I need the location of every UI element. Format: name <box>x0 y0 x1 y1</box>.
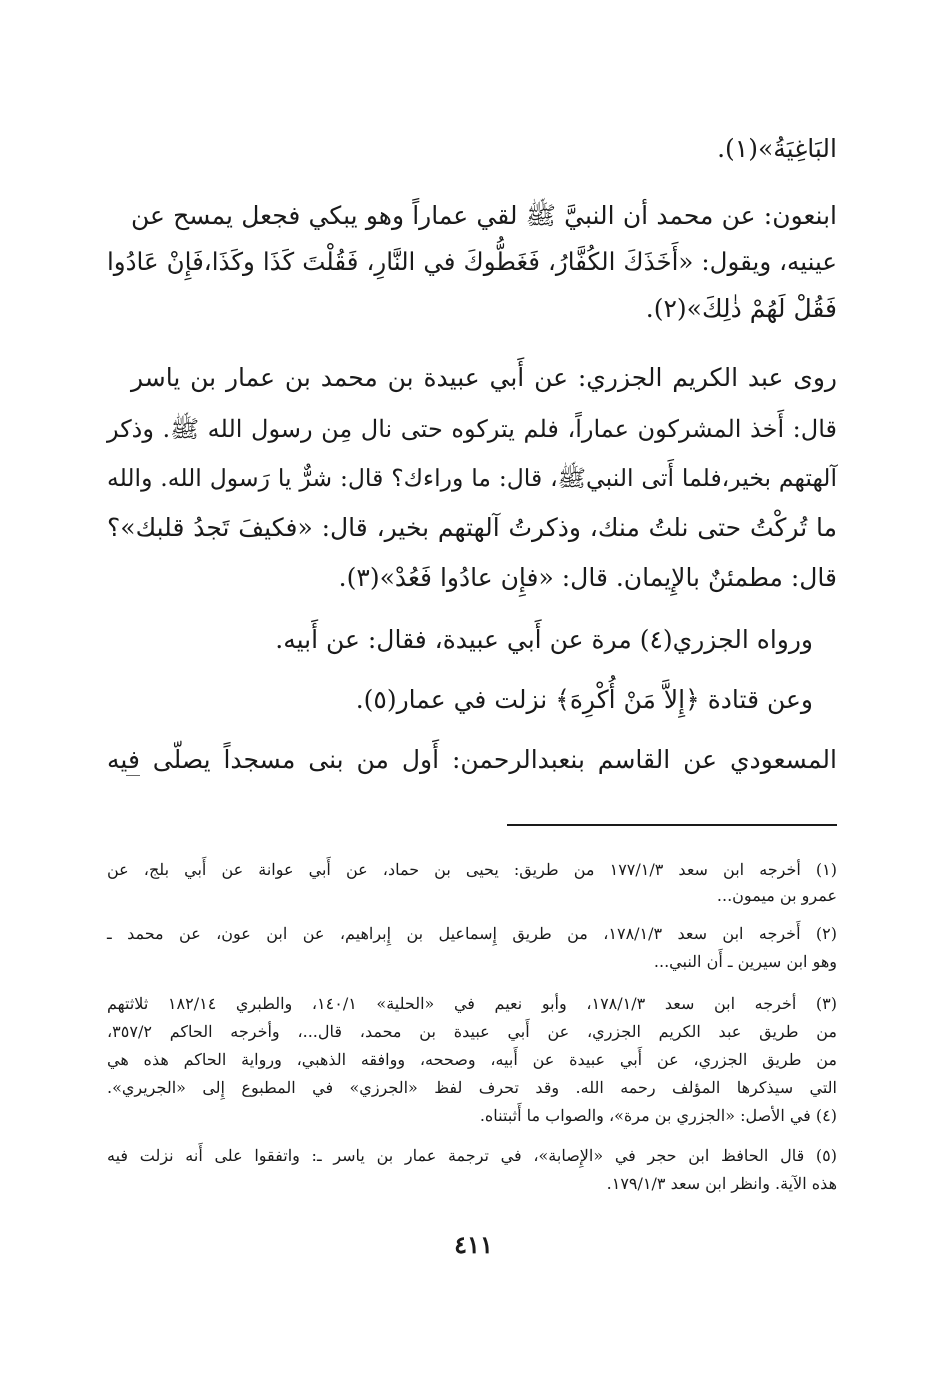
body-line-12: المسعودي عن القاسم بنعبدالرحمن: أَول من بنى مسجداً يصلّى فيه <box>107 745 837 774</box>
body-line-4: فَقُلْ لَهُمْ ذٰلِكَ»(٢). <box>645 294 837 323</box>
body-line-11: وعن قتادة ﴿إِلاَّ مَنْ أُكْرِهَ﴾ نزلت في عمار(٥). <box>355 685 813 714</box>
body-line-5: روى عبد الكريم الجزري: عن أَبي عبيدة بن محمد بن عمار بن ياسر <box>131 363 837 392</box>
footnote-line-11: هذه الآية. وانظر ابن سعد ١٧٩/١/٣. <box>606 1174 837 1193</box>
footnote-line-9: (٤) في الأصل: «الجزري بن مرة»، والصواب ما أَثبتناه. <box>479 1106 837 1125</box>
body-line-2: ابنعون: عن محمد أن النبيَّ ﷺ لقي عماراً وهو يبكي فجعل يمسح عن <box>131 201 837 230</box>
margin-mark <box>126 775 140 776</box>
body-line-1: البَاغِيَةُ»(١). <box>717 134 837 163</box>
footnote-line-2: عمرو بن ميمون... <box>716 886 837 905</box>
footnote-line-1: (١) أخرجه ابن سعد ١٧٧/١/٣ من طريق: يحيى بن حماد، عن أَبي عوانة عن أَبي بلج، عن <box>107 860 838 879</box>
page-number: ٤١١ <box>454 1230 493 1259</box>
footnote-line-7: من طريق الجزري، عن أَبي عبيدة عن أَبيه، وصححه، ووافقه الذهبي، ورواية الحاكم هذه هي <box>107 1050 837 1069</box>
footnote-line-6: من طريق عبد الكريم الجزري، عن أَبي عبيدة بن محمد، قال...، وأخرجه الحاكم ٣٥٧/٢، <box>107 1022 837 1041</box>
body-line-9: قال: مطمئنٌ بالإِيمان. قال: «فإِن عادُوا فَعُدْ»(٣). <box>338 563 837 592</box>
body-line-6: قال: أَخذ المشركون عماراً، فلم يتركوه حتى نال مِن رسول الله ﷺ. وذكر <box>107 415 837 443</box>
footnote-line-5: (٣) أخرجه ابن سعد ١٧٨/١/٣، وأبو نعيم في «الحلية» ١٤٠/١، والطبري ١٨٢/١٤ ثلاثتهم <box>107 994 838 1013</box>
footnote-line-3: (٢) أَخرجه ابن سعد ١٧٨/١/٣، من طريق إِسماعيل بن إِبراهيم، عن ابن عون، عن محمد ـ <box>107 924 837 943</box>
footnote-line-10: (٥) قال الحافظ ابن حجر في «الإِصابة»، في ترجمة عمار بن ياسر ـ: واتفقوا على أَنه نزلت فيه <box>107 1146 837 1165</box>
body-line-7: آلهتهم بخير،فلما أَتى النبيﷺ، قال: ما وراءك؟ قال: شرٌّ يا رَسول الله. والله <box>107 464 837 492</box>
body-line-8: ما تُركْتُ حتى نلتُ منك، وذكرتُ آلهتهم بخير، قال: «فكيفَ تَجدُ قلبك»؟ <box>107 513 837 542</box>
footnote-line-4: وهو ابن سيرين ـ أَن النبي... <box>653 952 837 971</box>
footnote-separator <box>507 824 837 826</box>
footnote-line-8: التي سيذكرها المؤلف رحمه الله. وقد تحرف لفظ «الجرزي» في المطبوع إِلى «الجريري». <box>107 1078 837 1097</box>
body-line-10: ورواه الجزري(٤) مرة عن أَبي عبيدة، فقال: عن أَبيه. <box>275 625 813 654</box>
body-line-3: عينيه، ويقول: «أَخَذَكَ الكُفَّارُ، فَغَطُّوكَ في النَّارِ، فَقُلْتَ كَذَا وكَذَا،فَإِنْ عَادُوا <box>107 247 837 276</box>
